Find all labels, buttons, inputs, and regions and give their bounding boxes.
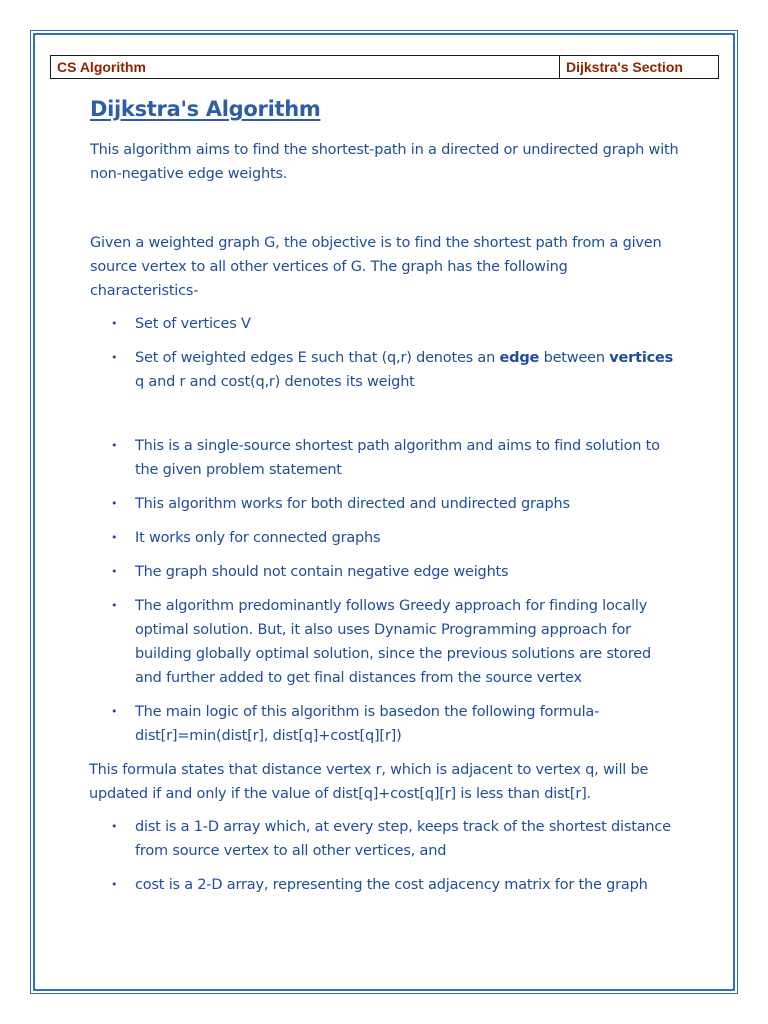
- header-right-label: Dijkstra's Section: [566, 59, 683, 75]
- list-item-text: This algorithm works for both directed and undirected graphs: [135, 496, 570, 512]
- list-item-text: The algorithm predominantly follows Greedy approach for finding locally optimal solution. But, it also uses Dynamic Programming approach for building globally optimal solution, since the previous solutions are stored and further added to get final distances from the source vertex: [135, 598, 652, 686]
- list-item-text: It works only for connected graphs: [135, 530, 381, 546]
- bullet-icon: •: [111, 317, 118, 330]
- list-item: [90, 815, 680, 863]
- list-item: [90, 700, 680, 748]
- bullet-icon: •: [111, 820, 118, 833]
- list-item: [90, 594, 680, 690]
- list-item: [90, 560, 680, 584]
- given-paragraph: Given a weighted graph G, the objective is to find the shortest path from a given source vertex to all other vertices of G. The graph has the following characteristics-: [90, 235, 662, 299]
- bold-term-vertices: vertices: [609, 350, 674, 366]
- list-item: [90, 526, 680, 550]
- intro-paragraph: This algorithm aims to find the shortest-path in a directed or undirected graph with non-negative edge weights.: [90, 142, 679, 182]
- list-item-text: The main logic of this algorithm is basedon the following formula- dist[r]=min(dist[r], dist[q]+cost[q][r]): [135, 704, 600, 744]
- bold-term-edge: edge: [499, 350, 540, 366]
- list-item: [90, 873, 680, 897]
- list-item-text: Set of vertices V: [135, 316, 251, 332]
- bullet-icon: •: [111, 497, 118, 510]
- characteristics-list: [90, 312, 680, 394]
- list-item: [90, 346, 680, 394]
- list-item: [90, 434, 680, 482]
- list-item-text: The graph should not contain negative edge weights: [135, 564, 509, 580]
- list-item-text: dist is a 1-D array which, at every step, keeps track of the shortest distance from source vertex to all other vertices, and: [135, 819, 671, 859]
- bullet-icon: •: [111, 439, 118, 452]
- bullet-icon: •: [111, 351, 118, 364]
- page-title: Dijkstra's Algorithm: [90, 97, 321, 121]
- bullet-icon: •: [111, 531, 118, 544]
- header-left-label: CS Algorithm: [51, 56, 560, 78]
- bullet-icon: •: [111, 705, 118, 718]
- list-item-text: cost is a 2-D array, representing the cost adjacency matrix for the graph: [135, 877, 648, 893]
- list-item: [90, 492, 680, 516]
- bullet-icon: •: [111, 599, 118, 612]
- list-item-text: q and r and cost(q,r) denotes its weight: [135, 374, 415, 390]
- bullet-icon: •: [111, 565, 118, 578]
- properties-list: [90, 434, 680, 748]
- list-item-text: This is a single-source shortest path algorithm and aims to find solution to the given problem statement: [135, 438, 660, 478]
- formula-explanation: This formula states that distance vertex r, which is adjacent to vertex q, will be updated if and only if the value of dist[q]+cost[q][r] is less than dist[r].: [89, 762, 649, 802]
- header-table: [50, 55, 719, 79]
- arrays-list: [90, 815, 680, 897]
- list-item-text: between: [539, 350, 610, 366]
- list-item-text: Set of weighted edges E such that (q,r) denotes an: [135, 350, 500, 366]
- document-body: [90, 92, 680, 907]
- bullet-icon: •: [111, 878, 118, 891]
- list-item: [90, 312, 680, 336]
